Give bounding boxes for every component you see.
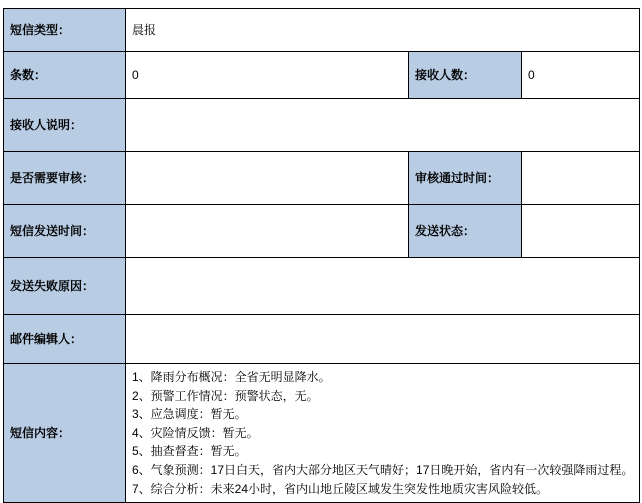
content-line: 7、综合分析：未来24小时，省内山地丘陵区域发生突发性地质灾害风险较低。 (132, 481, 549, 496)
table-row-content (4, 364, 640, 503)
label-mail-editor: 邮件编辑人： (4, 315, 126, 364)
table-row (4, 315, 640, 364)
label-fail-reason: 发送失败原因： (4, 258, 126, 315)
table-row (4, 258, 640, 315)
sms-detail-table (3, 8, 640, 503)
label-sms-content: 短信内容： (4, 364, 126, 503)
content-line: 1、降雨分布概况：全省无明显降水。 (132, 370, 331, 384)
value-count: 0 (126, 52, 409, 99)
table-row (4, 52, 640, 99)
label-recipient-count: 接收人数： (409, 52, 522, 99)
content-line: 6、气象预测：17日白天，省内大部分地区天气晴好；17日晚开始，省内有一次较强降雨过程。 (132, 462, 634, 477)
content-line: 5、抽查督查：暂无。 (132, 444, 247, 459)
table-row (4, 152, 640, 205)
value-audit-pass-time (522, 152, 640, 205)
value-need-audit (126, 152, 409, 205)
label-count: 条数： (4, 52, 126, 99)
value-fail-reason (126, 258, 640, 315)
value-recipient-count: 0 (522, 52, 640, 99)
label-send-status: 发送状态： (409, 205, 522, 258)
value-recipient-desc (126, 99, 640, 152)
label-send-time: 短信发送时间： (4, 205, 126, 258)
value-sms-type: 晨报 (126, 9, 640, 52)
label-audit-pass-time: 审核通过时间： (409, 152, 522, 205)
table-row (4, 9, 640, 52)
content-line: 4、灾险情反馈：暂无。 (132, 425, 259, 440)
table-row (4, 99, 640, 152)
label-recipient-desc: 接收人说明： (4, 99, 126, 152)
label-sms-type: 短信类型： (4, 9, 126, 52)
table-row (4, 205, 640, 258)
value-send-status (522, 205, 640, 258)
value-sms-content (126, 364, 640, 503)
content-line: 3、应急调度：暂无。 (132, 407, 247, 422)
content-line: 2、预警工作情况：预警状态，无。 (132, 388, 319, 403)
value-mail-editor (126, 315, 640, 364)
label-need-audit: 是否需要审核： (4, 152, 126, 205)
value-send-time (126, 205, 409, 258)
